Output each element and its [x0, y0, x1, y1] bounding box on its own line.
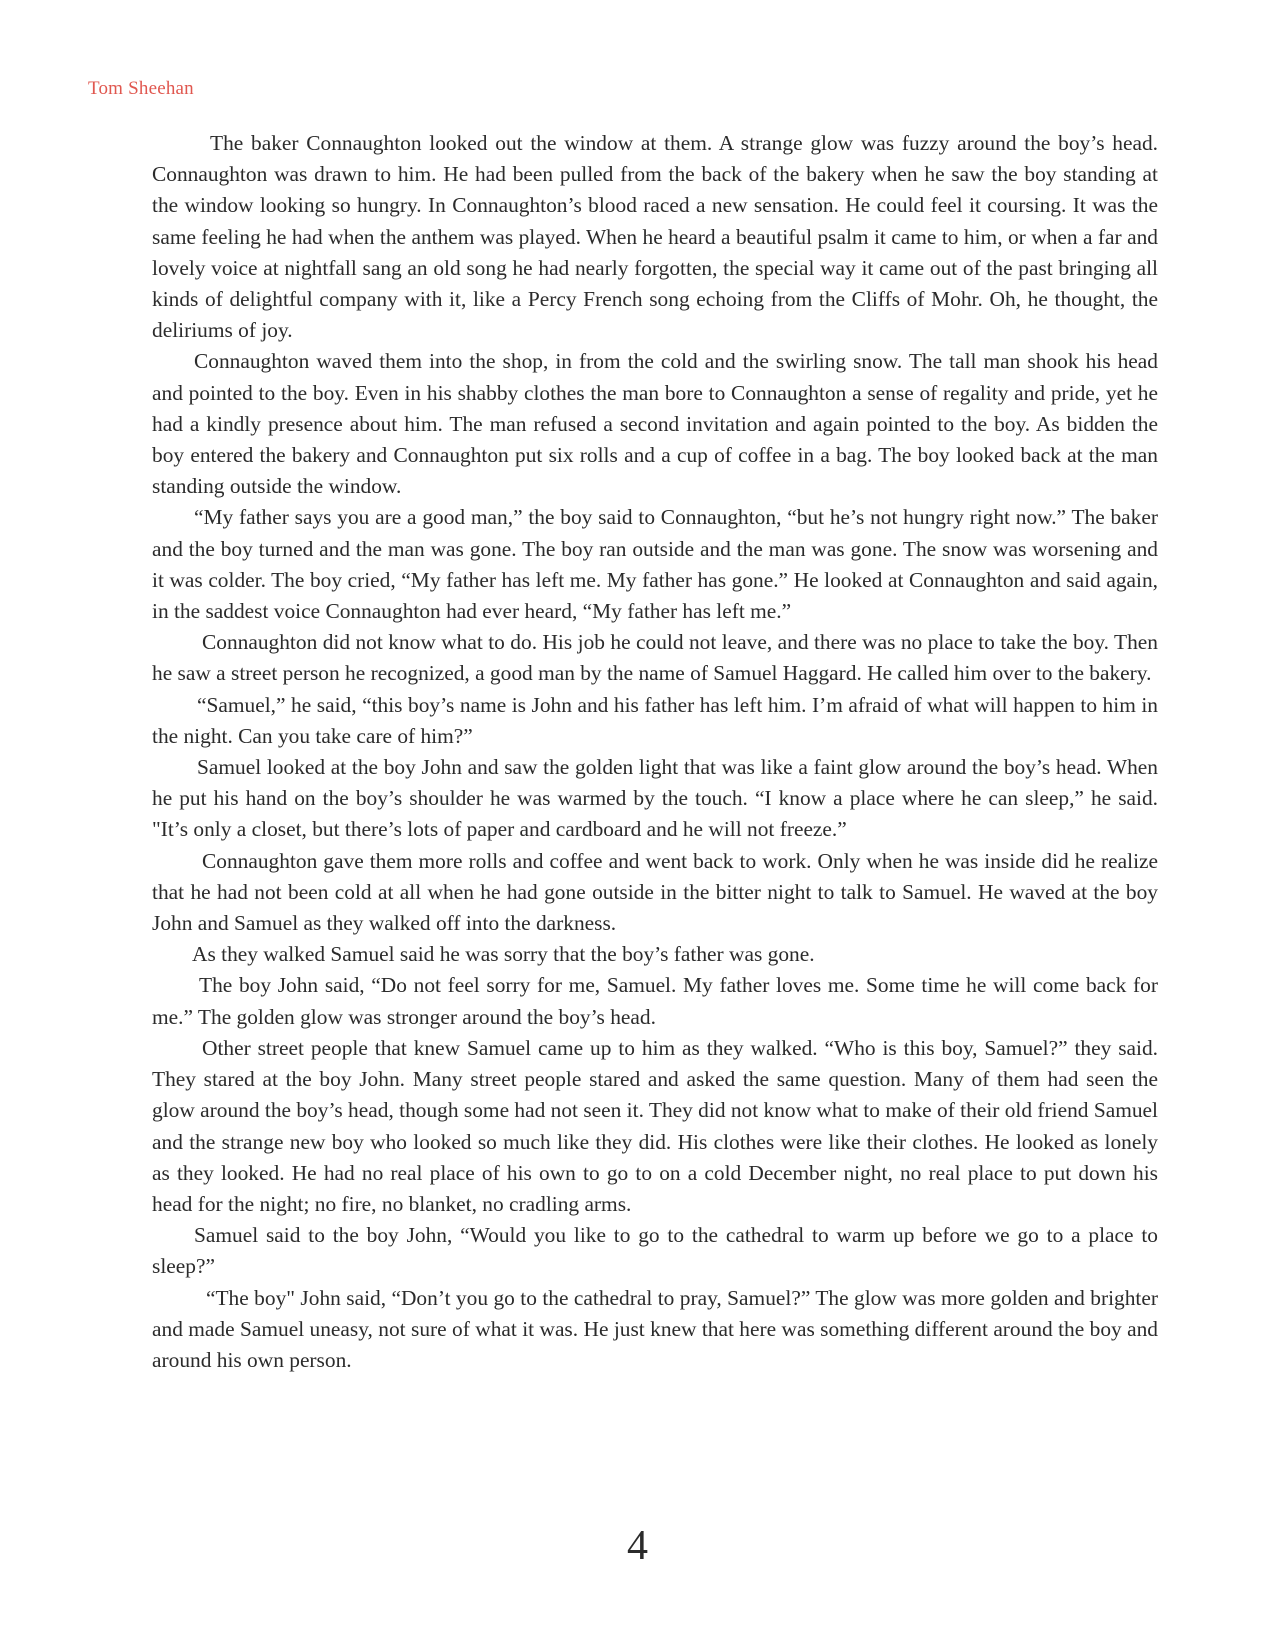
paragraph: Other street people that knew Samuel came up to him as they walked. “Who is this boy, Samuel?” they said. They stared at the boy John. Many street people stared and asked the same question. Many of them had seen the glow around the boy’s head, though some had not seen it. They did not know what to make of their old friend Samuel and the strange new boy who looked so much like they did. His clothes were like their clothes. He looked as lonely as they looked. He had no real place of his own to go to on a cold December night, no real place to put down his head for the night; no fire, no blanket, no cradling arms.	[152, 1035, 1158, 1216]
paragraph: “My father says you are a good man,” the boy said to Connaughton, “but he’s not hungry right now.” The baker and the boy turned and the man was gone. The boy ran outside and the man was gone. The snow was worsening and it was colder. The boy cried, “My father has left me. My father has gone.” He looked at Connaughton and said again, in the saddest voice Connaughton had ever heard, “My father has left me.”	[152, 505, 1158, 624]
paragraph: Connaughton gave them more rolls and coffee and went back to work. Only when he was inside did he realize that he had not been cold at all when he had gone outside in the bitter night to talk to Samuel. He waved at the boy John and Samuel as they walked off into the darkness.	[152, 848, 1158, 936]
running-head-author: Tom Sheehan	[88, 78, 194, 99]
paragraph: As they walked Samuel said he was sorry that the boy’s father was gone.	[192, 942, 815, 967]
paragraph: Samuel looked at the boy John and saw the golden light that was like a faint glow around the boy’s head. When he put his hand on the boy’s shoulder he was warmed by the touch. “I know a place where he can sleep,” he said. "It’s only a closet, but there’s lots of paper and cardboard and he will not freeze.”	[152, 755, 1158, 842]
page-number: 4	[627, 1523, 648, 1569]
story-body	[152, 128, 1158, 1376]
paragraph: Connaughton waved them into the shop, in from the cold and the swirling snow. The tall man shook his head and pointed to the boy. Even in his shabby clothes the man bore to Connaughton a sense of regality and pride, yet he had a kindly presence about him. The man refused a second invitation and again pointed to the boy. As bidden the boy entered the bakery and Connaughton put six rolls and a cup of coffee in a bag. The boy looked back at the man standing outside the window.	[152, 349, 1158, 499]
paragraph: The baker Connaughton looked out the window at them. A strange glow was fuzzy around the boy’s head. Connaughton was drawn to him. He had been pulled from the back of the bakery when he saw the boy standing at the window looking so hungry. In Connaughton’s blood raced a new sensation. He could feel it coursing. It was the same feeling he had when the anthem was played. When he heard a beautiful psalm it came to him, or when a far and lovely voice at nightfall sang an old song he had nearly forgotten, the special way it came out of the past bringing all kinds of delightful company with it, like a Percy French song echoing from the Cliffs of Mohr. Oh, he thought, the deliriums of joy.	[152, 131, 1158, 343]
paragraph: Samuel said to the boy John, “Would you like to go to the cathedral to warm up before we go to a place to sleep?”	[152, 1223, 1158, 1279]
paragraph: “Samuel,” he said, “this boy’s name is John and his father has left him. I’m afraid of what will happen to him in the night. Can you take care of him?”	[152, 692, 1158, 748]
paragraph: The boy John said, “Do not feel sorry for me, Samuel. My father loves me. Some time he will come back for me.” The golden glow was stronger around the boy’s head.	[152, 973, 1158, 1029]
paragraph: “The boy" John said, “Don’t you go to the cathedral to pray, Samuel?” The glow was more golden and brighter and made Samuel uneasy, not sure of what it was. He just knew that here was something different around the boy and around his own person.	[152, 1285, 1158, 1372]
paragraph: Connaughton did not know what to do. His job he could not leave, and there was no place to take the boy. Then he saw a street person he recognized, a good man by the name of Samuel Haggard. He called him over to the bakery.	[152, 630, 1158, 686]
